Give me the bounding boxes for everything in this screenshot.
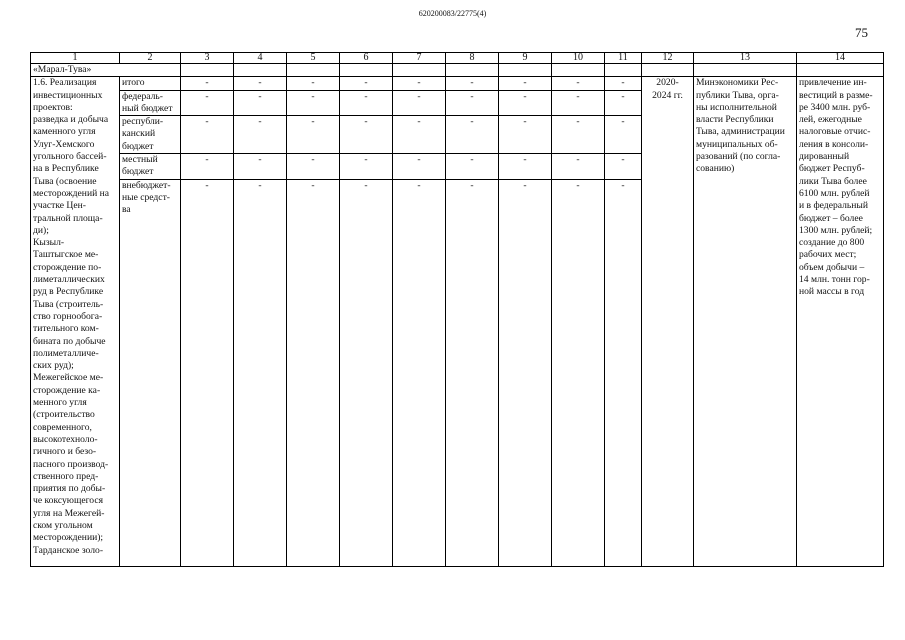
value-cell: -: [446, 90, 499, 116]
value-cell: -: [393, 154, 446, 180]
value-cell: -: [340, 179, 393, 566]
value-cell: -: [499, 116, 552, 154]
document-id: 620200083/22775(4): [418, 9, 487, 18]
value-cell: -: [499, 77, 552, 90]
program-table: [30, 52, 884, 567]
value-cell: -: [552, 116, 605, 154]
value-cell: -: [605, 179, 642, 566]
value-cell: -: [552, 90, 605, 116]
column-number: 6: [340, 53, 393, 64]
continuation-row: [31, 64, 884, 77]
value-cell: -: [393, 179, 446, 566]
column-number: 12: [642, 53, 694, 64]
column-number: 11: [605, 53, 642, 64]
value-cell: -: [446, 116, 499, 154]
value-cell: -: [181, 154, 234, 180]
source-row-total: [31, 77, 884, 90]
responsible: Минэкономики Рес- публики Тыва, орга- ны исполнительной власти Республики Тыва, администрации муниципальных об- разований (по согла- сованию): [694, 77, 797, 566]
column-number: 9: [499, 53, 552, 64]
value-cell: -: [499, 90, 552, 116]
continuation-text: «Марал-Тува»: [31, 64, 181, 77]
source-label: местный бюджет: [120, 154, 181, 180]
column-number: 4: [234, 53, 287, 64]
value-cell: -: [340, 77, 393, 90]
column-number-row: [31, 53, 884, 64]
column-number: 7: [393, 53, 446, 64]
measure-name: 1.6. Реализация инвестиционных проектов: разведка и добыча каменного угля Улуг-Хемского угольного бассей- на в Республике Тыва (освоение месторождений на участке Цен- тральной площа- ди); Кызыл- Таштыгское ме- сторождение по- лиметаллических руд в Республике Тыва (строитель- ство горнообога- тительного ком- бината по добыче полиметалличе- ских руд); Межегейское ме- сторождение ка- менного угля (строительство современного, высокотехноло- гичного и безо- пасного производ- ственного пред- приятия по добы- че коксующегося угля на Межегей- ском угольном месторождении); Тарданское золо-: [31, 77, 120, 566]
expected-result: привлечение ин- вестиций в разме- ре 3400 млн. руб- лей, ежегодные налоговые отчис- ления в консоли- дированный бюджет Респуб- лики Тыва более 6100 млн. рублей и в федеральный бюджет – более 1300 млн. рублей; создание до 800 рабочих мест; объем добычи – 14 млн. тонн гор- ной массы в год: [797, 77, 884, 566]
value-cell: -: [340, 90, 393, 116]
column-number: 1: [31, 53, 120, 64]
value-cell: -: [446, 179, 499, 566]
column-number: 3: [181, 53, 234, 64]
period: 2020- 2024 гг.: [642, 77, 694, 566]
value-cell: -: [287, 179, 340, 566]
value-cell: -: [234, 77, 287, 90]
value-cell: -: [287, 154, 340, 180]
value-cell: -: [393, 77, 446, 90]
value-cell: -: [234, 116, 287, 154]
column-number: 10: [552, 53, 605, 64]
page-number: 75: [855, 25, 868, 40]
value-cell: -: [287, 77, 340, 90]
value-cell: -: [234, 179, 287, 566]
column-number: 2: [120, 53, 181, 64]
value-cell: -: [181, 90, 234, 116]
source-label: итого: [120, 77, 181, 90]
value-cell: -: [287, 116, 340, 154]
value-cell: -: [605, 90, 642, 116]
value-cell: -: [446, 154, 499, 180]
value-cell: -: [446, 77, 499, 90]
value-cell: -: [605, 154, 642, 180]
value-cell: -: [499, 179, 552, 566]
value-cell: -: [181, 179, 234, 566]
column-number: 14: [797, 53, 884, 64]
column-number: 13: [694, 53, 797, 64]
value-cell: -: [340, 154, 393, 180]
value-cell: -: [605, 77, 642, 90]
value-cell: -: [499, 154, 552, 180]
value-cell: -: [552, 77, 605, 90]
value-cell: -: [234, 90, 287, 116]
source-label: республи- канский бюджет: [120, 116, 181, 154]
value-cell: -: [287, 90, 340, 116]
value-cell: -: [393, 90, 446, 116]
value-cell: -: [552, 154, 605, 180]
value-cell: -: [181, 116, 234, 154]
value-cell: -: [234, 154, 287, 180]
source-label: внебюджет- ные средст- ва: [120, 179, 181, 566]
value-cell: -: [552, 179, 605, 566]
value-cell: -: [605, 116, 642, 154]
column-number: 8: [446, 53, 499, 64]
value-cell: -: [393, 116, 446, 154]
source-label: федераль- ный бюджет: [120, 90, 181, 116]
column-number: 5: [287, 53, 340, 64]
value-cell: -: [181, 77, 234, 90]
value-cell: -: [340, 116, 393, 154]
